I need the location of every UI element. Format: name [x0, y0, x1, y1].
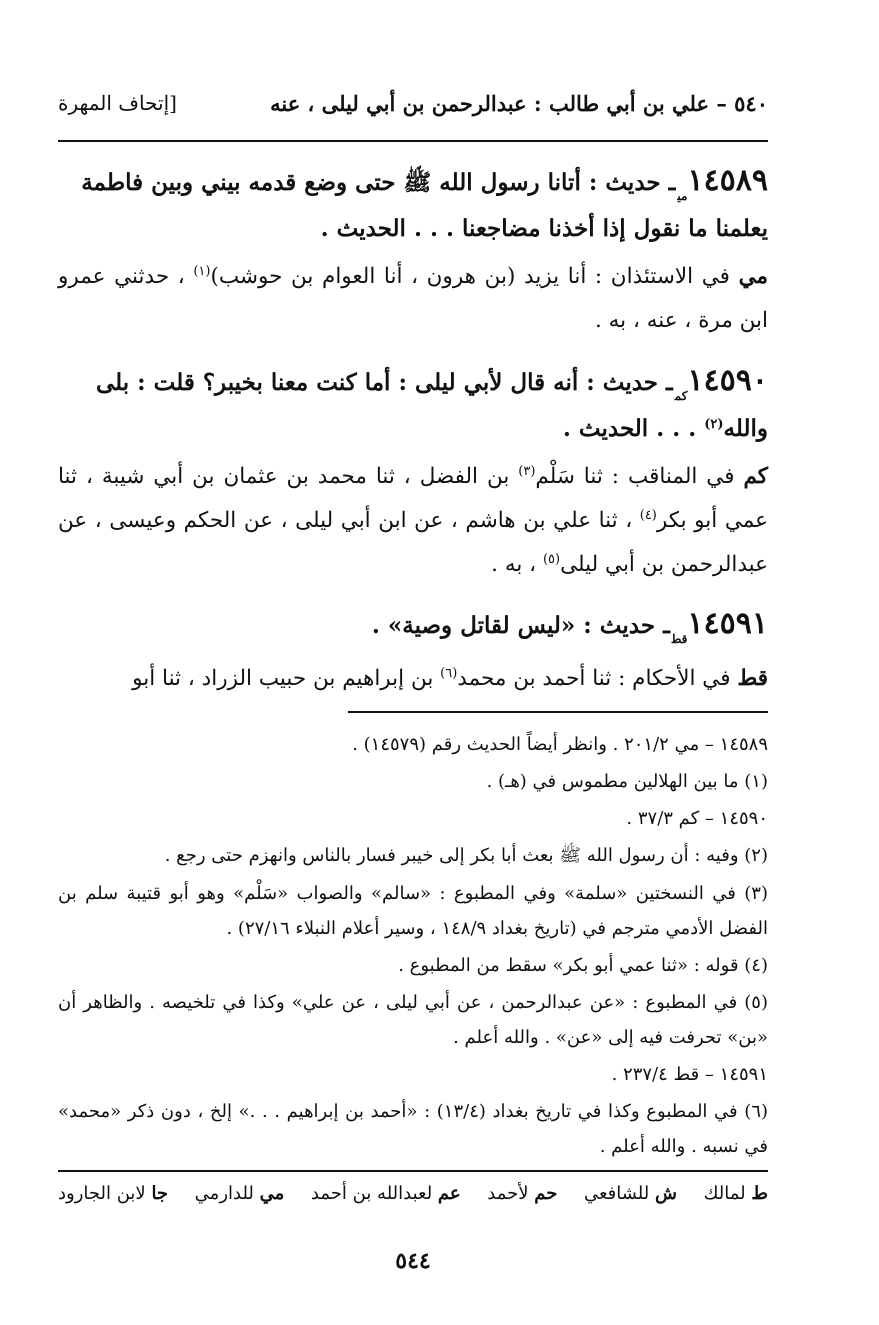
hadith-entry-14589 — [58, 154, 768, 249]
footnote: (٥) في المطبوع : «عن عبدالرحمن ، عن أبي ليلى ، عن علي» وكذا في تلخيصه . والظاهر أن «بن» تحرفت فيه إلى «عن» . والله أعلم . — [58, 991, 768, 1048]
siglum-code: عم — [437, 1183, 461, 1205]
hadith-text: ـ حديث : أتانا رسول الله ﷺ حتى وضع قدمه بيني وبين فاطمة يعلمنا ما نقول إذا أخذنا مضاجعنا . . . الحديث . — [81, 169, 768, 242]
source-siglum: قط — [671, 632, 688, 647]
siglum-entry — [487, 1182, 557, 1205]
footnote-ref: (١) — [193, 264, 211, 280]
source-siglum: كم — [674, 388, 688, 403]
source-text: بن الفضل ، ثنا محمد بن عثمان بن أبي شيبة ، ثنا عمي أبو بكر — [58, 463, 768, 533]
siglum-name: للدارمي — [194, 1183, 254, 1205]
footnote-ref: (٢) — [704, 416, 724, 432]
hadith-entry-14590 — [58, 354, 768, 449]
siglum-name: لعبدالله بن أحمد — [310, 1183, 433, 1205]
source-paragraph-14590 — [58, 455, 768, 587]
footnote-ref: (٦) — [440, 666, 458, 682]
source-siglum: مي — [677, 189, 688, 203]
page-number: ٥٤٤ — [395, 1247, 431, 1274]
hadith-text: ـ حديث : «ليس لقاتل وصية» . — [371, 612, 670, 640]
header-chapter-title: ٥٤٠ – علي بن أبي طالب : عبدالرحمن بن أبي ليلى ، عنه — [270, 90, 768, 116]
siglum-entry — [584, 1182, 677, 1205]
source-lead: قط — [737, 666, 768, 692]
hadith-text: . . . الحديث . — [562, 414, 705, 442]
siglum-code: ط — [751, 1183, 768, 1205]
hadith-text: ـ حديث : أنه قال لأبي ليلى : أما كنت معنا بخيبر؟ قلت : بلى والله — [95, 368, 768, 442]
siglum-entry — [311, 1182, 461, 1205]
source-paragraph-14589 — [58, 255, 768, 343]
header-rule — [58, 140, 768, 142]
siglum-entry — [58, 1182, 168, 1205]
footnote-rule — [348, 711, 768, 713]
siglum-name: لأحمد — [487, 1183, 529, 1205]
siglum-name: لابن الجارود — [58, 1183, 146, 1205]
source-text: ، حدثني عمرو ابن مرة ، عنه ، به . — [58, 264, 768, 334]
footnote: ١٤٥٩٠ – كم ٣٧/٣ . — [626, 808, 768, 830]
siglum-entry — [704, 1182, 768, 1205]
footnote: ١٤٥٨٩ – مي ٢٠١/٢ . وانظر أيضاً الحديث رقم (١٤٥٧٩) . — [352, 734, 768, 756]
source-text: في المناقب : ثنا سَلْم — [535, 463, 744, 489]
hadith-number: ١٤٥٩٠ — [687, 362, 768, 398]
footnote-ref: (٣) — [518, 463, 536, 479]
footnote-ref: (٤) — [639, 507, 657, 523]
source-lead: مي — [738, 264, 768, 290]
source-text: ، ثنا علي بن هاشم ، عن ابن أبي ليلى ، عن الحكم وعيسى ، عن عبدالرحمن بن أبي ليلى — [58, 507, 768, 578]
source-text: في الاستئذان : أنا يزيد (بن هرون ، أنا العوام بن حوشب) — [210, 264, 739, 290]
siglum-name: للشافعي — [583, 1183, 650, 1205]
source-text: بن إبراهيم بن حبيب الزراد ، ثنا أبو — [132, 666, 441, 692]
siglum-code: ش — [654, 1183, 677, 1205]
siglum-code: جا — [151, 1183, 169, 1205]
footnote: (١) ما بين الهلالين مطموس في (هـ) . — [486, 771, 768, 793]
book-page — [58, 86, 768, 1274]
header-book-title: [إتحاف المهرة — [58, 91, 177, 115]
source-text: ، به . — [491, 552, 543, 578]
source-paragraph-14591 — [58, 657, 768, 701]
siglum-name: لمالك — [703, 1183, 746, 1205]
footnote: (٤) قوله : «ثنا عمي أبو بكر» سقط من المطبوع . — [398, 954, 768, 976]
siglum-entry — [195, 1182, 285, 1205]
hadith-entry-14591 — [58, 597, 768, 651]
running-header — [58, 86, 768, 120]
siglum-code: حم — [534, 1183, 558, 1205]
hadith-number: ١٤٥٨٩ — [687, 163, 768, 198]
footnote: (٢) وفيه : أن رسول الله ﷺ بعث أبا بكر إلى خيبر فسار بالناس وانهزم حتى رجع . — [164, 845, 768, 867]
source-lead: كم — [743, 463, 768, 489]
sigla-legend — [58, 1182, 768, 1205]
siglum-code: مي — [259, 1183, 285, 1205]
hadith-number: ١٤٥٩١ — [687, 606, 768, 642]
source-text: في الأحكام : ثنا أحمد بن محمد — [457, 666, 738, 692]
footnote: (٦) في المطبوع وكذا في تاريخ بغداد (١٣/٤) : «أحمد بن إبراهيم . . .» إلخ ، دون ذكر «محمد» في نسبه . والله أعلم . — [58, 1101, 769, 1158]
footnotes — [58, 727, 768, 1164]
sigla-rule — [58, 1170, 768, 1172]
footnote: ١٤٥٩١ – قط ٢٣٧/٤ . — [611, 1064, 768, 1085]
footnote: (٣) في النسختين «سلمة» وفي المطبوع : «سالم» والصواب «سَلْم» وهو أبو قتيبة سلم بن الفضل الأدمي مترجم في (تاريخ بغداد ١٤٨/٩ ، وسير أعلام النبلاء ٢٧/١٦) . — [58, 882, 768, 939]
footnote-ref: (٥) — [542, 552, 561, 568]
